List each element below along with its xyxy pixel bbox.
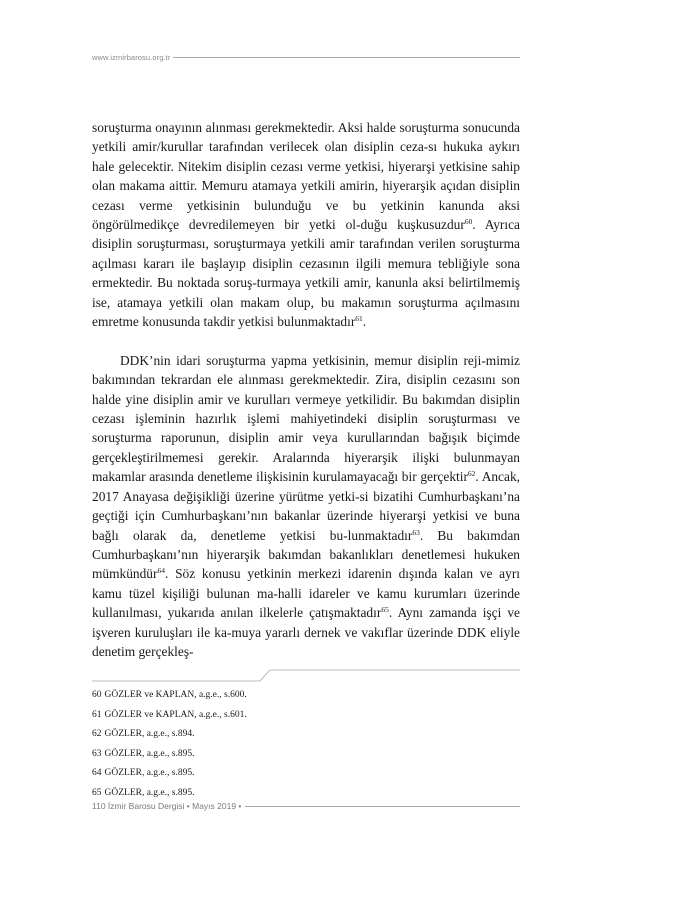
footnote-ref-65[interactable]: 65 bbox=[381, 605, 389, 615]
footnote-number: 60 bbox=[92, 690, 102, 700]
header-url: www.izmirbarosu.org.tr bbox=[92, 53, 171, 62]
footnote-ref-62[interactable]: 62 bbox=[467, 469, 476, 479]
footnote-62 bbox=[92, 725, 520, 745]
footnote-64 bbox=[92, 764, 520, 784]
p2-text-3: . Bu bakımdan Cumhurbaşkanı’nın hiyerarşik bakımdan bakanlıkları denetlemesi hukuken mümkündür bbox=[92, 527, 520, 582]
p2-text-1: DDK’nin idari soruşturma yapma yetkisinin, memur disiplin reji-mimiz bakımından tekrardan ele alınması gerekmektedir. Zira, disiplin cezasını son halde yine disiplin amir ve kurulları vermeye yetkilidir. Bu bakımdan disiplin cezası işleminin hazırlık işlemi mahiyetindeki disiplin soruşturması ve soruşturma raporunun, disiplin amir veya kurullarından bağışık biçimde gerçekleştirilmemesi gerekir. Aralarında hiyerarşik ilişki bulunmayan makamlar arasında denetleme ilişkisinin kurulamayacağı bir gerçektir bbox=[92, 352, 520, 485]
page-footer bbox=[92, 801, 520, 811]
footnote-text: GÖZLER, a.g.e., s.895. bbox=[104, 768, 195, 778]
footer-rule bbox=[245, 806, 520, 807]
footnote-63 bbox=[92, 745, 520, 765]
footer-text: 110 İzmir Barosu Dergisi • Mayıs 2019 • bbox=[92, 801, 242, 811]
p1-text-1: soruşturma onayının alınması gerekmektedir. Aksi halde soruşturma sonucunda yetkili amir/kurullar tarafından verilecek olan disiplin ceza-sı hukuka aykırı hale gelecektir. Nitekim disiplin cezası verme yetkisi, hiyerarşi yetkisine sahip olan makama aittir. Memuru atamaya yetkili amirin, hiyerarşik açıdan disiplin cezası verme yetkisinin bulunduğu ve bu yetkinin kanunda aksi öngörülmedikçe devredilemeyen bir yetki ol-duğu kuşkusuzdur bbox=[92, 120, 520, 233]
footnotes bbox=[92, 686, 520, 803]
footnote-60 bbox=[92, 686, 520, 706]
footnote-text: GÖZLER ve KAPLAN, a.g.e., s.601. bbox=[104, 709, 247, 720]
page-header bbox=[92, 53, 520, 62]
footnote-number: 64 bbox=[92, 768, 102, 778]
footnote-ref-63[interactable]: 63 bbox=[412, 527, 420, 537]
p2-text-2: . Ancak, 2017 Anayasa değişikliği üzerine yürütme yetki-si bizatihi Cumhurbaşkanı’na geçtiği için Cumhurbaşkanı’nın bakanlar üzerinde hiyerarşi yetkisi ve buna bağlı olarak da, denetleme yetkisi bu-lunmaktadır bbox=[92, 469, 520, 543]
p1-text-2: . Ayrıca disiplin soruşturması, soruşturmaya yetkili amir tarafından verilen soruşturma açılması kararı ile başlayıp disiplin cezasının ilgili memura tebliğiyle sona ermektedir. Bu noktada soruş-turmaya yetkili amir, kanunla aksi belirtilmemiş ise, atamaya yetkili olan makam olup, bu makamın soruşturma açılmasını emretme konusunda takdir yetkisi bulunmaktadır bbox=[92, 217, 520, 330]
footnote-separator bbox=[92, 669, 520, 683]
p2-text-5: . Aynı zamanda işçi ve işveren kuruluşları ile ka-muya yararlı dernek ve vakıflar üzerinde DDK eliyle denetim gerçekleş- bbox=[92, 605, 520, 659]
header-rule bbox=[173, 57, 520, 58]
footnote-number: 63 bbox=[92, 748, 102, 759]
paragraph-2 bbox=[92, 351, 520, 662]
footnote-ref-61[interactable]: 61 bbox=[355, 314, 363, 324]
footnote-text: GÖZLER, a.g.e., s.894. bbox=[104, 729, 195, 739]
footnote-text: GÖZLER, a.g.e., s.895. bbox=[104, 787, 195, 798]
footnote-text: GÖZLER, a.g.e., s.895. bbox=[104, 748, 195, 759]
footnote-ref-64[interactable]: 64 bbox=[157, 566, 165, 576]
footnote-number: 61 bbox=[92, 709, 102, 720]
footnote-61 bbox=[92, 706, 520, 726]
footnote-ref-60[interactable]: 60 bbox=[464, 217, 473, 227]
p2-text-4: . Söz konusu yetkinin merkezi idarenin dışında kalan ve ayrı kamu tüzel kişiliği bulunan ma-halli idareler ve kamu kurumları üzerinde kullanılması, yukarıda anılan ilkelerle çatışmaktadır bbox=[92, 566, 520, 621]
p1-text-3: . bbox=[362, 314, 367, 330]
body-text bbox=[92, 118, 520, 661]
footnote-number: 62 bbox=[92, 729, 102, 739]
footnote-text: GÖZLER ve KAPLAN, a.g.e., s.600. bbox=[104, 690, 247, 700]
paragraph-1 bbox=[92, 118, 520, 331]
footnote-number: 65 bbox=[92, 787, 102, 798]
